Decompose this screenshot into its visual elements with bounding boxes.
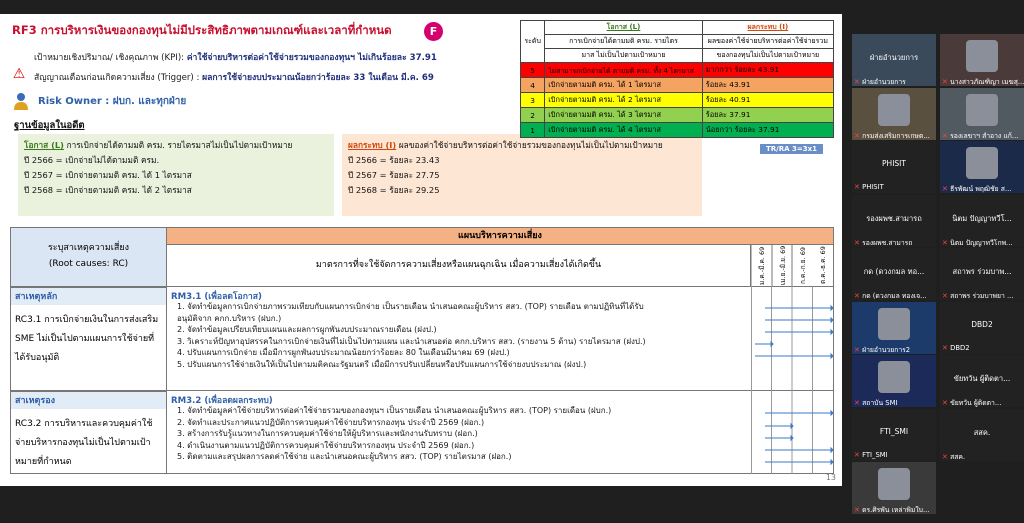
person-icon [12, 92, 30, 110]
matrix-header-likelihood-desc: การเบิกจ่ายได้ตามมติ ครม. รายไตร [545, 35, 702, 49]
timeline-arrows [751, 286, 833, 474]
participant-name: ✕ FTI_SMI [854, 450, 888, 459]
kpi-line [34, 50, 437, 64]
tr-ra-label: TR/RA 3=3x1 [760, 144, 823, 154]
measure-item: อนุมัติจาก คกก.บริหาร (ฝบก.) [177, 313, 282, 323]
matrix-level: 5 [521, 63, 545, 78]
rm2-list [177, 405, 753, 463]
participant-display-name: ขัยทวัน ผู้ติดตา... [953, 374, 1011, 383]
page-number: 13 [825, 473, 836, 482]
mic-muted-icon: ✕ [854, 399, 863, 407]
mic-muted-icon: ✕ [854, 78, 863, 86]
mic-muted-icon: ✕ [854, 292, 863, 300]
participant-tile[interactable] [940, 355, 1024, 407]
measure-item: 5. ปรับแผนการใช้จ่ายเงินให้เป็นไปตามมติคณะรัฐมนตรี เมื่อมีการปรับเปลี่ยนหรือปรับแผนการใช้จ่ายงบประมาณ (ฝงป.) [177, 359, 587, 369]
participant-name: ✕ ฝ่ายอำนวยการ2 [854, 345, 911, 354]
participant-tile[interactable] [852, 88, 936, 140]
participant-display-name: สถาพร ร่วมบาพ... [952, 267, 1012, 276]
kpi-label: เป้าหมายเชิงปริมาณ/ เชิงคุณภาพ (KPI): [34, 53, 185, 63]
mic-muted-icon: ✕ [942, 78, 951, 86]
measure-header: มาตรการที่จะใช้จัดการความเสี่ยงหรือแผนฉุกเฉิน เมื่อความเสี่ยงได้เกิดขึ้น [167, 245, 751, 286]
matrix-impact: ร้อยละ 43.91 [702, 78, 833, 93]
impact-line: ปี 2566 = ร้อยละ 23.43 [348, 155, 440, 165]
participant-tile[interactable] [940, 302, 1024, 354]
participant-name: ✕ ฝ่ายอำนวยการ [854, 78, 906, 86]
measure-item: 4. ปรับแผนการเบิกจ่าย เมื่อมีการผูกพันงบประมาณน้อยกว่าร้อยละ 80 ในเดือนมีนาคม 69 (ฝงป.) [177, 348, 510, 357]
mic-muted-icon: ✕ [854, 345, 863, 354]
root-cause-header-label: ระบุสาเหตุความเสี่ยง [47, 243, 130, 253]
mic-muted-icon: ✕ [854, 238, 863, 247]
measure-item: 4. ดำเนินงานตามแนวปฏิบัติการควบคุมค่าใช้จ่ายบริหารกองทุน ประจำปี 2569 (ฝอก.) [177, 440, 475, 450]
participant-video [966, 147, 998, 179]
participant-video [878, 94, 910, 126]
likelihood-line: ปี 2566 = เบิกจ่ายไม่ได้ตามมติ ครม. [24, 155, 160, 165]
participant-name: ✕ DBD2 [942, 343, 970, 352]
matrix-impact: น้อยกว่า ร้อยละ 37.91 [702, 123, 833, 138]
sub-cause-text: RC3.2 การบริหารและควบคุมค่าใช้จ่ายบริหารกองทุนไม่เป็นไปตามเป้าหมายที่กำหนด [11, 409, 167, 473]
participant-display-name: นิตม ปัญญาทวีโ... [952, 213, 1012, 223]
main-cause-text: RC3.1 การเบิกจ่ายเงินในการส่งเสริม SME ไม่เป็นไปตามแผนการใช้จ่ายที่ได้รับอนุมัติ [11, 305, 167, 392]
participant-display-name: สสค. [973, 427, 991, 437]
participant-tile[interactable] [852, 462, 936, 514]
mic-muted-icon: ✕ [942, 238, 951, 247]
impact-desc: ผลของค่าใช้จ่ายบริหารต่อค่าใช้จ่ายรวมของกองทุนไม่เป็นไปตามเป้าหมาย [396, 140, 663, 150]
matrix-header-level: ระดับ [521, 21, 545, 63]
likelihood-line: ปี 2567 = เบิกจ่ายตามมติ ครม. ได้ 1 ไตรมาส [24, 170, 192, 180]
sub-cause-label: สาเหตุรอง [11, 391, 167, 409]
presentation-slide [0, 14, 842, 486]
trigger-value: ผลการใช้จ่ายงบประมาณน้อยกว่าร้อยละ 33 ในเดือน มี.ค. 69 [202, 73, 434, 83]
risk-owner: Risk Owner : ฝบก. และทุกฝ่าย [38, 96, 187, 107]
participant-tile[interactable] [940, 34, 1024, 86]
matrix-row [521, 108, 834, 123]
matrix-row [521, 123, 834, 138]
mic-muted-icon: ✕ [854, 506, 863, 514]
rm1-list [177, 301, 753, 370]
mic-muted-icon: ✕ [854, 450, 863, 459]
mic-muted-icon: ✕ [942, 343, 951, 352]
matrix-row [521, 63, 834, 78]
month-header: ม.ค.-มี.ค. 69 [751, 245, 772, 286]
mic-muted-icon: ✕ [854, 183, 863, 191]
matrix-impact: ร้อยละ 37.91 [702, 108, 833, 123]
participant-tile[interactable] [852, 302, 936, 354]
participant-display-name: กด (ดวงกมล ทอ... [863, 267, 925, 276]
month-header: เม.ย.-มิ.ย. 69 [772, 245, 793, 286]
measure-item: 1. จัดทำข้อมูลการเบิกจ่ายภาพรวมเทียบกับแผนการเบิกจ่าย เป็นรายเดือน นำเสนอคณะผู้บริหาร สสว. (TOP) รายเดือน ตามปฏิทินที่ได้รับ [177, 302, 644, 311]
participant-video [966, 94, 998, 126]
participant-video [878, 361, 910, 393]
impact-key: ผลกระทบ (I) [348, 140, 397, 150]
matrix-header-likelihood-desc: มาส ไม่เป็นไปตามเป้าหมาย [545, 49, 702, 63]
risk-badge: F [424, 22, 443, 41]
matrix-header-likelihood: โอกาส (L) [545, 21, 702, 35]
participant-tile[interactable] [852, 195, 936, 247]
warning-icon: ⚠ [12, 66, 26, 82]
participant-display-name: FTI_SMI [879, 426, 909, 436]
main-cause-label: สาเหตุหลัก [11, 287, 167, 305]
month-header: ก.ค.-ก.ย. 69 [792, 245, 813, 286]
kpi-value: ค่าใช้จ่ายบริหารต่อค่าใช้จ่ายรวมของกองทุนฯ ไม่เกินร้อยละ 37.91 [186, 53, 437, 63]
matrix-likelihood: เบิกจ่ายตามมติ ครม. ได้ 1 ไตรมาส [545, 78, 702, 93]
participant-name: ✕ กรมส่งเสริมการเกษต... [854, 131, 930, 140]
month-header: ต.ค.-ธ.ค. 69 [818, 246, 827, 285]
measure-item: 3. สร้างการรับรู้แนวทางในการควบคุมค่าใช้จ่ายให้ผู้บริหารและพนักงานรับทราบ (ฝอก.) [177, 429, 478, 438]
root-cause-header-sub: (Root causes: RC) [48, 259, 129, 269]
participant-name: ✕ นางสาวภัณฑิญา เมฆสุ... [942, 78, 1024, 86]
measure-item: 3. วิเคราะห์ปัญหาอุปสรรคในการเบิกจ่ายเงินที่ไม่เป็นไปตามแผน และนำเสนอต่อ คกก.บริหาร สสว. (รายงาน 5 ด้าน) รายไตรมาส (ฝงป.) [177, 336, 646, 346]
participant-tile[interactable] [852, 248, 936, 300]
matrix-level: 4 [521, 78, 545, 93]
rm2-heading: RM3.2 (เพื่อลดผลกระทบ) [171, 396, 273, 406]
matrix-level: 1 [521, 123, 545, 138]
participant-video [966, 40, 998, 72]
participant-name: ✕ รองเลขาฯ สำอาง แก้... [942, 131, 1019, 140]
participant-tile[interactable] [940, 248, 1024, 300]
impact-line: ปี 2568 = ร้อยละ 29.25 [348, 185, 440, 195]
measure-item: 1. จัดทำข้อมูลค่าใช้จ่ายบริหารต่อค่าใช้จ่ายรวมของกองทุนฯ เป็นรายเดือน นำเสนอคณะผู้บริหาร สสว. (TOP) รายเดือน (ฝบก.) [177, 406, 612, 415]
mic-muted-icon: ✕ [942, 185, 951, 193]
participant-tile[interactable] [852, 141, 936, 193]
mic-muted-icon: ✕ [942, 292, 951, 300]
matrix-likelihood: เบิกจ่ายตามมติ ครม. ได้ 2 ไตรมาส [545, 93, 702, 108]
participant-display-name: ฝ่ายอำนวยการ [869, 53, 919, 62]
participant-tile[interactable] [852, 355, 936, 407]
measure-item: 5. ติดตามและสรุปผลการลดค่าใช้จ่าย และนำเสนอคณะผู้บริหาร สสว. (TOP) รายไตรมาส (ฝอก.) [177, 452, 512, 461]
participant-name: ✕ กด (ดวงกมล ทองเจ... [854, 292, 927, 300]
matrix-header-impact-desc: ของกองทุนไม่เป็นไปตามเป้าหมาย [702, 49, 833, 63]
trigger-label: สัญญาณเตือนก่อนเกิดความเสี่ยง (Trigger) : [34, 73, 200, 83]
participant-video [878, 308, 910, 340]
participant-name: ✕ ธีรพัฒน์ พฤฒิชัย ส... [942, 185, 1012, 193]
participant-name: ✕ ดร.ศิรพัน เหล่าพิมใบ... [854, 506, 930, 514]
trigger-line [34, 70, 434, 84]
impact-line: ปี 2567 = ร้อยละ 27.75 [348, 170, 440, 180]
participant-name: ✕ รองผพช.สามารถ [854, 238, 913, 247]
matrix-row [521, 78, 834, 93]
participant-display-name: PHISIT [882, 159, 906, 168]
participant-tile[interactable] [852, 34, 936, 86]
slide-title: RF3 การบริหารเงินของกองทุนไม่มีประสิทธิภาพตามเกณฑ์และเวลาที่กำหนด [12, 23, 392, 37]
impact-header [348, 138, 696, 153]
participant-video [878, 468, 910, 500]
participant-tile[interactable] [852, 409, 936, 461]
likelihood-key: โอกาส (L) [24, 140, 64, 150]
mic-muted-icon: ✕ [942, 399, 951, 407]
participant-display-name: รองผพช.สามารถ [866, 213, 922, 223]
matrix-level: 3 [521, 93, 545, 108]
measure-item: 2. จัดทำและประกาศแนวปฏิบัติการควบคุมค่าใช้จ่ายบริหารกองทุน ประจำปี 2569 (ฝอก.) [177, 417, 485, 427]
matrix-header-impact: ผลกระทบ (I) [702, 21, 833, 35]
likelihood-history-box [18, 134, 334, 216]
participant-name: ✕ สถาพร ร่วมบาพยา ... [942, 292, 1014, 300]
participant-display-name: DBD2 [971, 319, 993, 329]
root-cause-header [11, 228, 167, 286]
likelihood-header [24, 138, 328, 153]
matrix-likelihood: ไม่สามารถเบิกจ่ายได้ ตามมติ ครม. ทั้ง 4 ไตรมาส [545, 63, 702, 78]
participant-name: ✕ นิตม ปัญญาทวีโกพ... [942, 238, 1013, 247]
participant-tile[interactable] [940, 195, 1024, 247]
participant-tile[interactable] [940, 88, 1024, 140]
participant-name: ✕ สสค. [942, 452, 966, 461]
risk-level-matrix [520, 20, 834, 138]
likelihood-line: ปี 2568 = เบิกจ่ายตามมติ ครม. ได้ 2 ไตรมาส [24, 185, 192, 195]
participant-tile[interactable] [940, 141, 1024, 193]
mic-muted-icon: ✕ [854, 131, 863, 140]
history-title: ฐานข้อมูลในอดีต [14, 120, 85, 131]
matrix-likelihood: เบิกจ่ายตามมติ ครม. ได้ 3 ไตรมาส [545, 108, 702, 123]
mic-muted-icon: ✕ [942, 452, 951, 461]
impact-history-box [342, 134, 702, 216]
matrix-level: 2 [521, 108, 545, 123]
matrix-impact: มากกว่า ร้อยละ 43.91 [702, 63, 833, 78]
participant-name: ✕ สถาบัน SMI [854, 399, 898, 407]
mic-muted-icon: ✕ [942, 131, 951, 140]
matrix-header-impact-desc: ผลของค่าใช้จ่ายบริหารต่อค่าใช้จ่ายรวม [702, 35, 833, 49]
matrix-row [521, 93, 834, 108]
participant-name: ✕ PHISIT [854, 183, 884, 191]
rm1-heading: RM3.1 (เพื่อลดโอกาส) [171, 292, 262, 302]
participant-name: ✕ ขัยทวัน ผู้ติดตา... [942, 399, 1002, 407]
risk-plan-table [10, 227, 834, 474]
measure-item: 2. จัดทำข้อมูลเปรียบเทียบแผนและผลการผูกพันงบประมาณรายเดือน (ฝงป.) [177, 325, 437, 334]
likelihood-desc: การเบิกจ่ายได้ตามมติ ครม. รายไตรมาสไม่เป็นไปตามเป้าหมาย [63, 140, 293, 150]
matrix-likelihood: เบิกจ่ายตามมติ ครม. ได้ 4 ไตรมาส [545, 123, 702, 138]
matrix-impact: ร้อยละ 40.91 [702, 93, 833, 108]
plan-header: แผนบริหารความเสี่ยง [167, 228, 833, 245]
participant-tile[interactable] [940, 409, 1024, 461]
